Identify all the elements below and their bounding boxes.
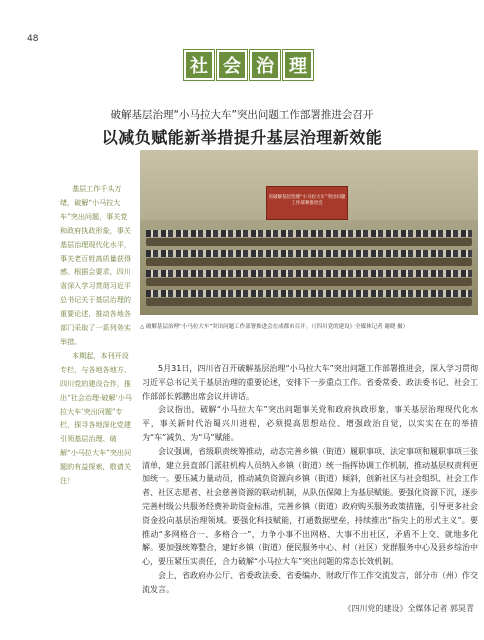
editor-note-sidebar xyxy=(60,182,132,488)
screen-text: 省破解基层治理“小马拉大车”突出问题工作部署推进会 xyxy=(268,195,346,206)
attendee-row xyxy=(146,270,472,277)
body-paragraph: 会议指出，破解“小马拉大车”突出问题事关党和政府执政形象，事关基层治理现代化水平，事关新时代治蜀兴川进程，必须提高思想站位、增强政治自觉，以实实在在的举措为“车”减负、为“马”赋能。 xyxy=(142,405,478,442)
meeting-photo xyxy=(140,150,478,315)
banner-char: 会 xyxy=(217,50,247,80)
section-banner xyxy=(184,50,313,80)
page-number: 48 xyxy=(27,34,39,44)
table-row xyxy=(146,238,472,246)
attendee-row xyxy=(146,290,472,297)
body-paragraph: 会议强调，省级职责统筹推动，动态完善乡镇（街道）履职事项、法定事项和履职事项三张清单，建立县直部门派驻机构人员纳入乡镇（街道）统一指挥协调工作机制，推动基层权责利更加统一。要压减力量动员，推动减负资源向乡镇（街道）倾斜，创新社区与社会组织、社会工作者、社区志愿者、社会慈善资源的联动机制，从队伍保障上为基层赋能。要强化资源下沉，逐步完善村级公共服务经费补助资金标准，完善乡镇（街道）政府购买服务政策措施，引导更多社会资金投向基层治理领域。要强化科技赋能，打通数据壁垒，持续推出“指尖上的形式主义”。要推动“多网格合一、多格合一”，力争小事不出网格、大事不出社区，矛盾不上交、就地多化解。要加强统筹整合，建好乡镇（街道）便民服务中心、村（社区）党群服务中心及县乡综治中心，要压紧压实责任，合力破解“小马拉大车”突出问题的常态长效机制。 xyxy=(142,446,478,567)
article-subtitle: 破解基层治理“小马拉大车”突出问题工作部署推进会召开 xyxy=(110,109,374,121)
photo-caption: △ 破解基层治理“小马拉大车”突出问题工作部署推进会在成都市召开。（《四川党的建设》全媒体记者 谢晓 摄） xyxy=(140,324,409,330)
table-row xyxy=(146,298,472,306)
article-title: 以减负赋能新举措提升基层治理新效能 xyxy=(101,128,383,147)
attendee-row xyxy=(146,230,472,237)
sidebar-paragraph: 本期起，本刊开设专栏，与各地各地方、四川党的建设合作，推出“社会治理·破解‘小马拉大车’突出问题”专栏，探寻各地深化党建引领基层治理、破解“小马拉大车”突出问题的有益探索，敬请关注！ xyxy=(60,350,132,486)
table-row xyxy=(146,258,472,266)
meeting-screen xyxy=(266,186,348,220)
article-body xyxy=(142,362,478,597)
article-source: 《四川党的建设》全媒体记者 郭昊青 xyxy=(343,604,474,613)
banner-char: 社 xyxy=(184,50,214,80)
banner-char: 治 xyxy=(250,50,280,80)
table-row xyxy=(146,278,472,286)
banner-char: 理 xyxy=(283,50,313,80)
body-paragraph: 5月31日，四川省召开破解基层治理“小马拉大车”突出问题工作部署推进会，深入学习贯彻习近平总书记关于基层治理的重要论述，安排下一步重点工作。省委常委、政法委书记、社会工作部部长郭鹏出席会议并讲话。 xyxy=(142,364,478,401)
sidebar-paragraph: 基层工作千头万绪，破解“小马拉大车”突出问题，事关党和政府执政形象，事关基层治理现代化水平，事关老百姓高质量获得感。根据会要求，四川省深入学习贯彻习近平总书记关于基层治理的重要论述，推动各地各部门采取了一系列务实举措。 xyxy=(60,184,131,346)
body-paragraph: 会上，省政府办公厅、省委政法委、省委编办、财政厅作工作交流发言，部分市（州）作交流发言。 xyxy=(142,570,478,594)
attendee-row xyxy=(146,250,472,257)
